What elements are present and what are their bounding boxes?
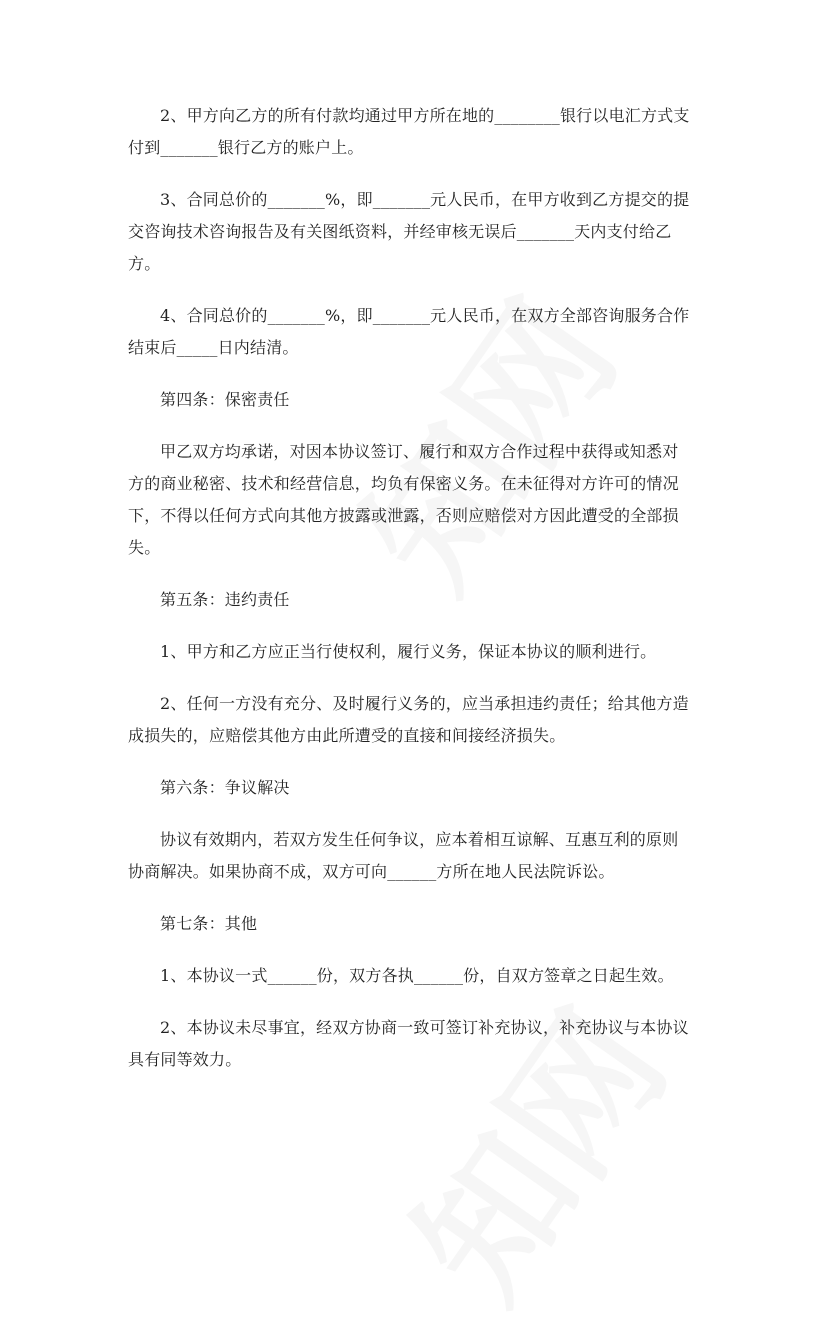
text-line: 2、任何一方没有充分、及时履行义务的，应当承担违约责任；给其他方造 — [160, 694, 689, 713]
text-line: 协议有效期内，若双方发生任何争议，应本着相互谅解、互惠互利的原则 — [160, 830, 679, 849]
paragraph — [128, 824, 708, 888]
text-line: 失。 — [128, 538, 161, 557]
text-line: 1、甲方和乙方应正当行使权利，履行义务，保证本协议的顺利进行。 — [160, 642, 657, 661]
text-line: 第四条：保密责任 — [160, 390, 290, 409]
text-line: 3、合同总价的_______%，即_______元人民币，在甲方收到乙方提交的提 — [160, 190, 690, 209]
text-line: 2、甲方向乙方的所有付款均通过甲方所在地的________银行以电汇方式支 — [160, 106, 690, 125]
text-line: 第六条：争议解决 — [160, 778, 290, 797]
text-line: 第七条：其他 — [160, 914, 258, 933]
text-line: 协商解决。如果协商不成，双方可向______方所在地人民法院诉讼。 — [128, 862, 615, 881]
paragraph — [128, 960, 708, 992]
text-line: 甲乙双方均承诺，对因本协议签订、履行和双方合作过程中获得或知悉对 — [160, 442, 679, 461]
text-line: 结束后_____日内结清。 — [128, 338, 299, 357]
section-heading — [128, 908, 708, 940]
text-line: 成损失的，应赔偿其他方由此所遭受的直接和间接经济损失。 — [128, 726, 566, 745]
paragraph — [128, 184, 708, 280]
text-line: 具有同等效力。 — [128, 1050, 242, 1069]
text-line: 4、合同总价的_______%，即_______元人民币，在双方全部咨询服务合作 — [160, 306, 690, 325]
text-line: 交咨询技术咨询报告及有关图纸资料，并经审核无误后_______天内支付给乙 — [128, 222, 672, 241]
text-line: 付到_______银行乙方的账户上。 — [128, 138, 364, 157]
paragraph — [128, 100, 708, 164]
paragraph — [128, 1012, 708, 1076]
section-heading — [128, 384, 708, 416]
section-heading — [128, 584, 708, 616]
document-body — [128, 100, 708, 1096]
section-heading — [128, 772, 708, 804]
text-line: 方。 — [128, 254, 161, 273]
text-line: 方的商业秘密、技术和经营信息，均负有保密义务。在未征得对方许可的情况 — [128, 474, 679, 493]
paragraph — [128, 436, 708, 564]
paragraph — [128, 688, 708, 752]
paragraph — [128, 300, 708, 364]
text-line: 1、本协议一式______份，双方各执______份，自双方签章之日起生效。 — [160, 966, 674, 985]
text-line: 第五条：违约责任 — [160, 590, 290, 609]
paragraph — [128, 636, 708, 668]
text-line: 下，不得以任何方式向其他方披露或泄露，否则应赔偿对方因此遭受的全部损 — [128, 506, 679, 525]
text-line: 2、本协议未尽事宜，经双方协商一致可签订补充协议，补充协议与本协议 — [160, 1018, 689, 1037]
